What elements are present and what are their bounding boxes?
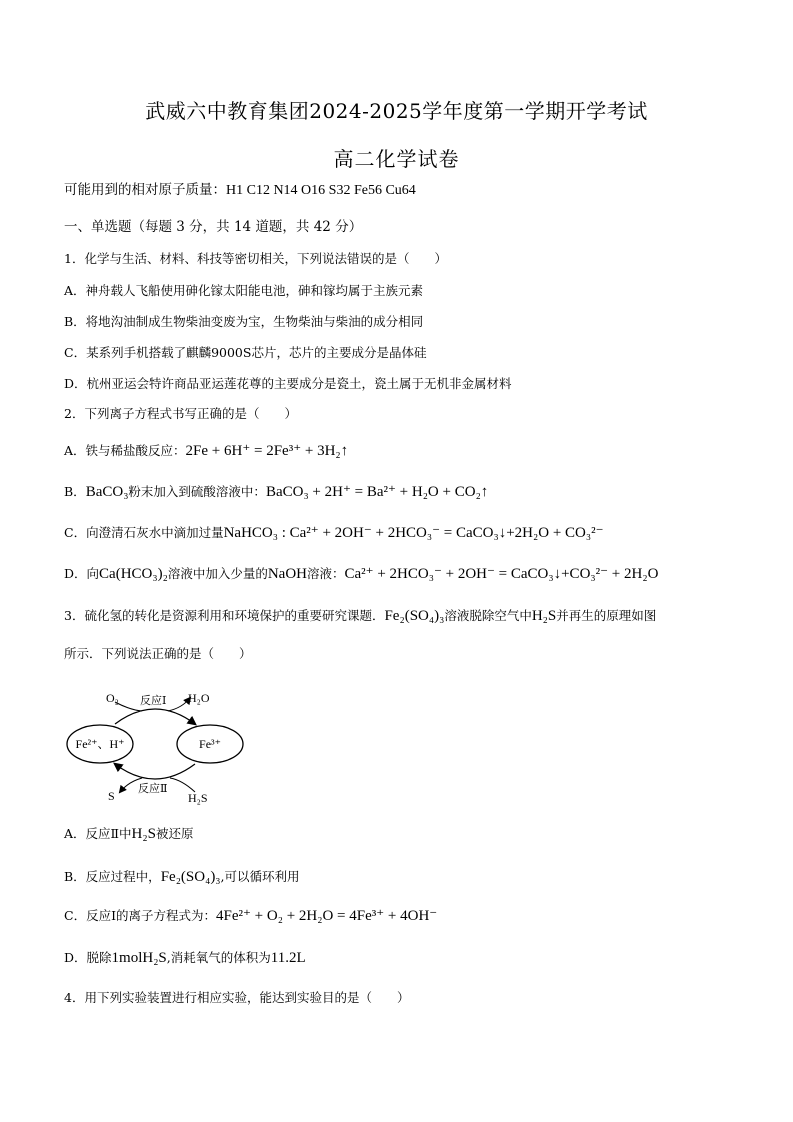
h2s-label: H₂S bbox=[188, 791, 208, 805]
o2-label: O₂ bbox=[106, 691, 119, 705]
q2-option-b bbox=[64, 483, 488, 501]
atomic-masses-values: H1 C12 N14 O16 S32 Fe56 Cu64 bbox=[226, 183, 416, 198]
q2-d-label: D．向 bbox=[64, 566, 100, 581]
section-heading: 一、单选题（每题 3 分，共 14 道题，共 42 分） bbox=[64, 219, 363, 235]
q1-option-a: A．神舟载人飞船使用砷化镓太阳能电池，砷和镓均属于主族元素 bbox=[64, 283, 424, 298]
q2-option-a bbox=[64, 442, 348, 460]
q2-option-c bbox=[64, 524, 604, 542]
q1-option-c: C．某系列手机搭载了麒麟9000S芯片，芯片的主要成分是晶体硅 bbox=[64, 345, 427, 360]
q2-b-text: 粉末加入到硫酸溶液中： bbox=[128, 484, 266, 499]
q2-d-text2: 溶液： bbox=[307, 566, 345, 581]
q3-a-text: A．反应Ⅱ中 bbox=[64, 826, 132, 841]
q2-d-text: 溶液中加入少量的 bbox=[167, 566, 268, 581]
atomic-masses-label: 可能用到的相对原子质量： bbox=[64, 182, 226, 198]
q2-a-equation: 2Fe + 6H⁺ = 2Fe³⁺ + 3H₂↑ bbox=[185, 443, 349, 459]
fe3-node-label: Fe³⁺ bbox=[199, 737, 221, 751]
s-label: S bbox=[108, 789, 115, 803]
q3-d-formula2: 11.2L bbox=[270, 950, 306, 966]
q3-stem-line2: 所示．下列说法正确的是（ ） bbox=[64, 646, 252, 661]
q3-option-a bbox=[64, 825, 193, 843]
q3-stem-b: 溶液脱除空气中 bbox=[444, 608, 532, 623]
q3-option-b bbox=[64, 868, 300, 886]
q1-option-b: B．将地沟油制成生物柴油变废为宝，生物柴油与柴油的成分相同 bbox=[64, 314, 424, 329]
q1-option-d: D．杭州亚运会特许商品亚运莲花尊的主要成分是瓷土，瓷土属于无机非金属材料 bbox=[64, 376, 512, 391]
q3-a-formula: H₂S bbox=[131, 826, 156, 842]
q2-d-equation: Ca²⁺ + 2HCO₃⁻ + 2OH⁻ = CaCO₃↓+CO₃²⁻ + 2H₂O bbox=[344, 566, 659, 582]
q2-b-equation: BaCO₃ + 2H⁺ = Ba²⁺ + H₂O + CO₂↑ bbox=[265, 484, 489, 500]
exam-title: 武威六中教育集团2024-2025学年度第一学期开学考试 bbox=[145, 99, 648, 123]
o2-in-arrow bbox=[115, 702, 142, 711]
q2-c-label: C．向澄清石灰水中滴加过量 bbox=[64, 525, 224, 540]
q2-b-label: B． bbox=[64, 484, 86, 499]
reaction-1-label: 反应Ⅰ bbox=[140, 695, 167, 707]
q3-c-equation: 4Fe²⁺ + O₂ + 2H₂O = 4Fe³⁺ + 4OH⁻ bbox=[216, 908, 438, 924]
q3-stem-formula2: H₂S bbox=[531, 608, 557, 624]
h2o-out-arrow bbox=[168, 698, 190, 711]
q3-c-text: C．反应Ⅰ的离子方程式为： bbox=[64, 908, 217, 923]
q2-c-equation: NaHCO₃ : Ca²⁺ + 2OH⁻ + 2HCO₃⁻ = CaCO₃↓+2H₂O + CO₃²⁻ bbox=[223, 525, 604, 541]
atomic-masses bbox=[64, 181, 416, 200]
h2s-in-arrow bbox=[170, 778, 195, 792]
q2-option-d bbox=[64, 565, 658, 583]
reaction-cycle-diagram bbox=[60, 684, 250, 809]
reaction-2-label: 反应Ⅱ bbox=[138, 783, 168, 795]
q2-d-reagent2: NaOH bbox=[267, 566, 307, 582]
q2-stem: 2．下列离子方程式书写正确的是（ ） bbox=[64, 406, 297, 421]
q3-d-text: D．脱除 bbox=[64, 950, 112, 965]
q2-b-reagent: BaCO₃ bbox=[85, 484, 129, 500]
q3-stem-c: 并再生的原理如图 bbox=[556, 608, 657, 623]
q3-stem-a: 3．硫化氢的转化是资源利用和环境保护的重要研究课题． bbox=[64, 608, 385, 623]
q3-b-text: B．反应过程中， bbox=[64, 869, 161, 884]
h2o-label: H₂O bbox=[188, 691, 210, 705]
q3-b-formula: Fe₂(SO₄)₃ bbox=[160, 869, 221, 885]
reaction-2-arrow bbox=[115, 764, 195, 779]
q2-d-reagent: Ca(HCO₃)₂ bbox=[99, 566, 168, 582]
reaction-1-arrow bbox=[115, 709, 195, 724]
q3-option-d bbox=[64, 949, 306, 967]
fe2-node-label: Fe²⁺、H⁺ bbox=[75, 737, 125, 751]
q4-stem: 4．用下列实验装置进行相应实验，能达到实验目的是（ ） bbox=[64, 990, 410, 1005]
q3-stem bbox=[64, 607, 656, 625]
q3-d-formula: 1molH₂S bbox=[111, 950, 167, 966]
q3-stem-formula: Fe₂(SO₄)₃ bbox=[384, 608, 445, 624]
q3-option-c bbox=[64, 907, 437, 925]
exam-subtitle: 高二化学试卷 bbox=[333, 147, 460, 171]
q1-stem: 1．化学与生活、材料、科技等密切相关，下列说法错误的是（ ） bbox=[64, 251, 447, 266]
q2-a-label: A．铁与稀盐酸反应： bbox=[64, 443, 186, 458]
q3-d-text2: ,消耗氧气的体积为 bbox=[166, 950, 271, 965]
q3-a-text2: 被还原 bbox=[155, 826, 194, 841]
q3-b-text2: ,可以循环利用 bbox=[220, 869, 300, 884]
